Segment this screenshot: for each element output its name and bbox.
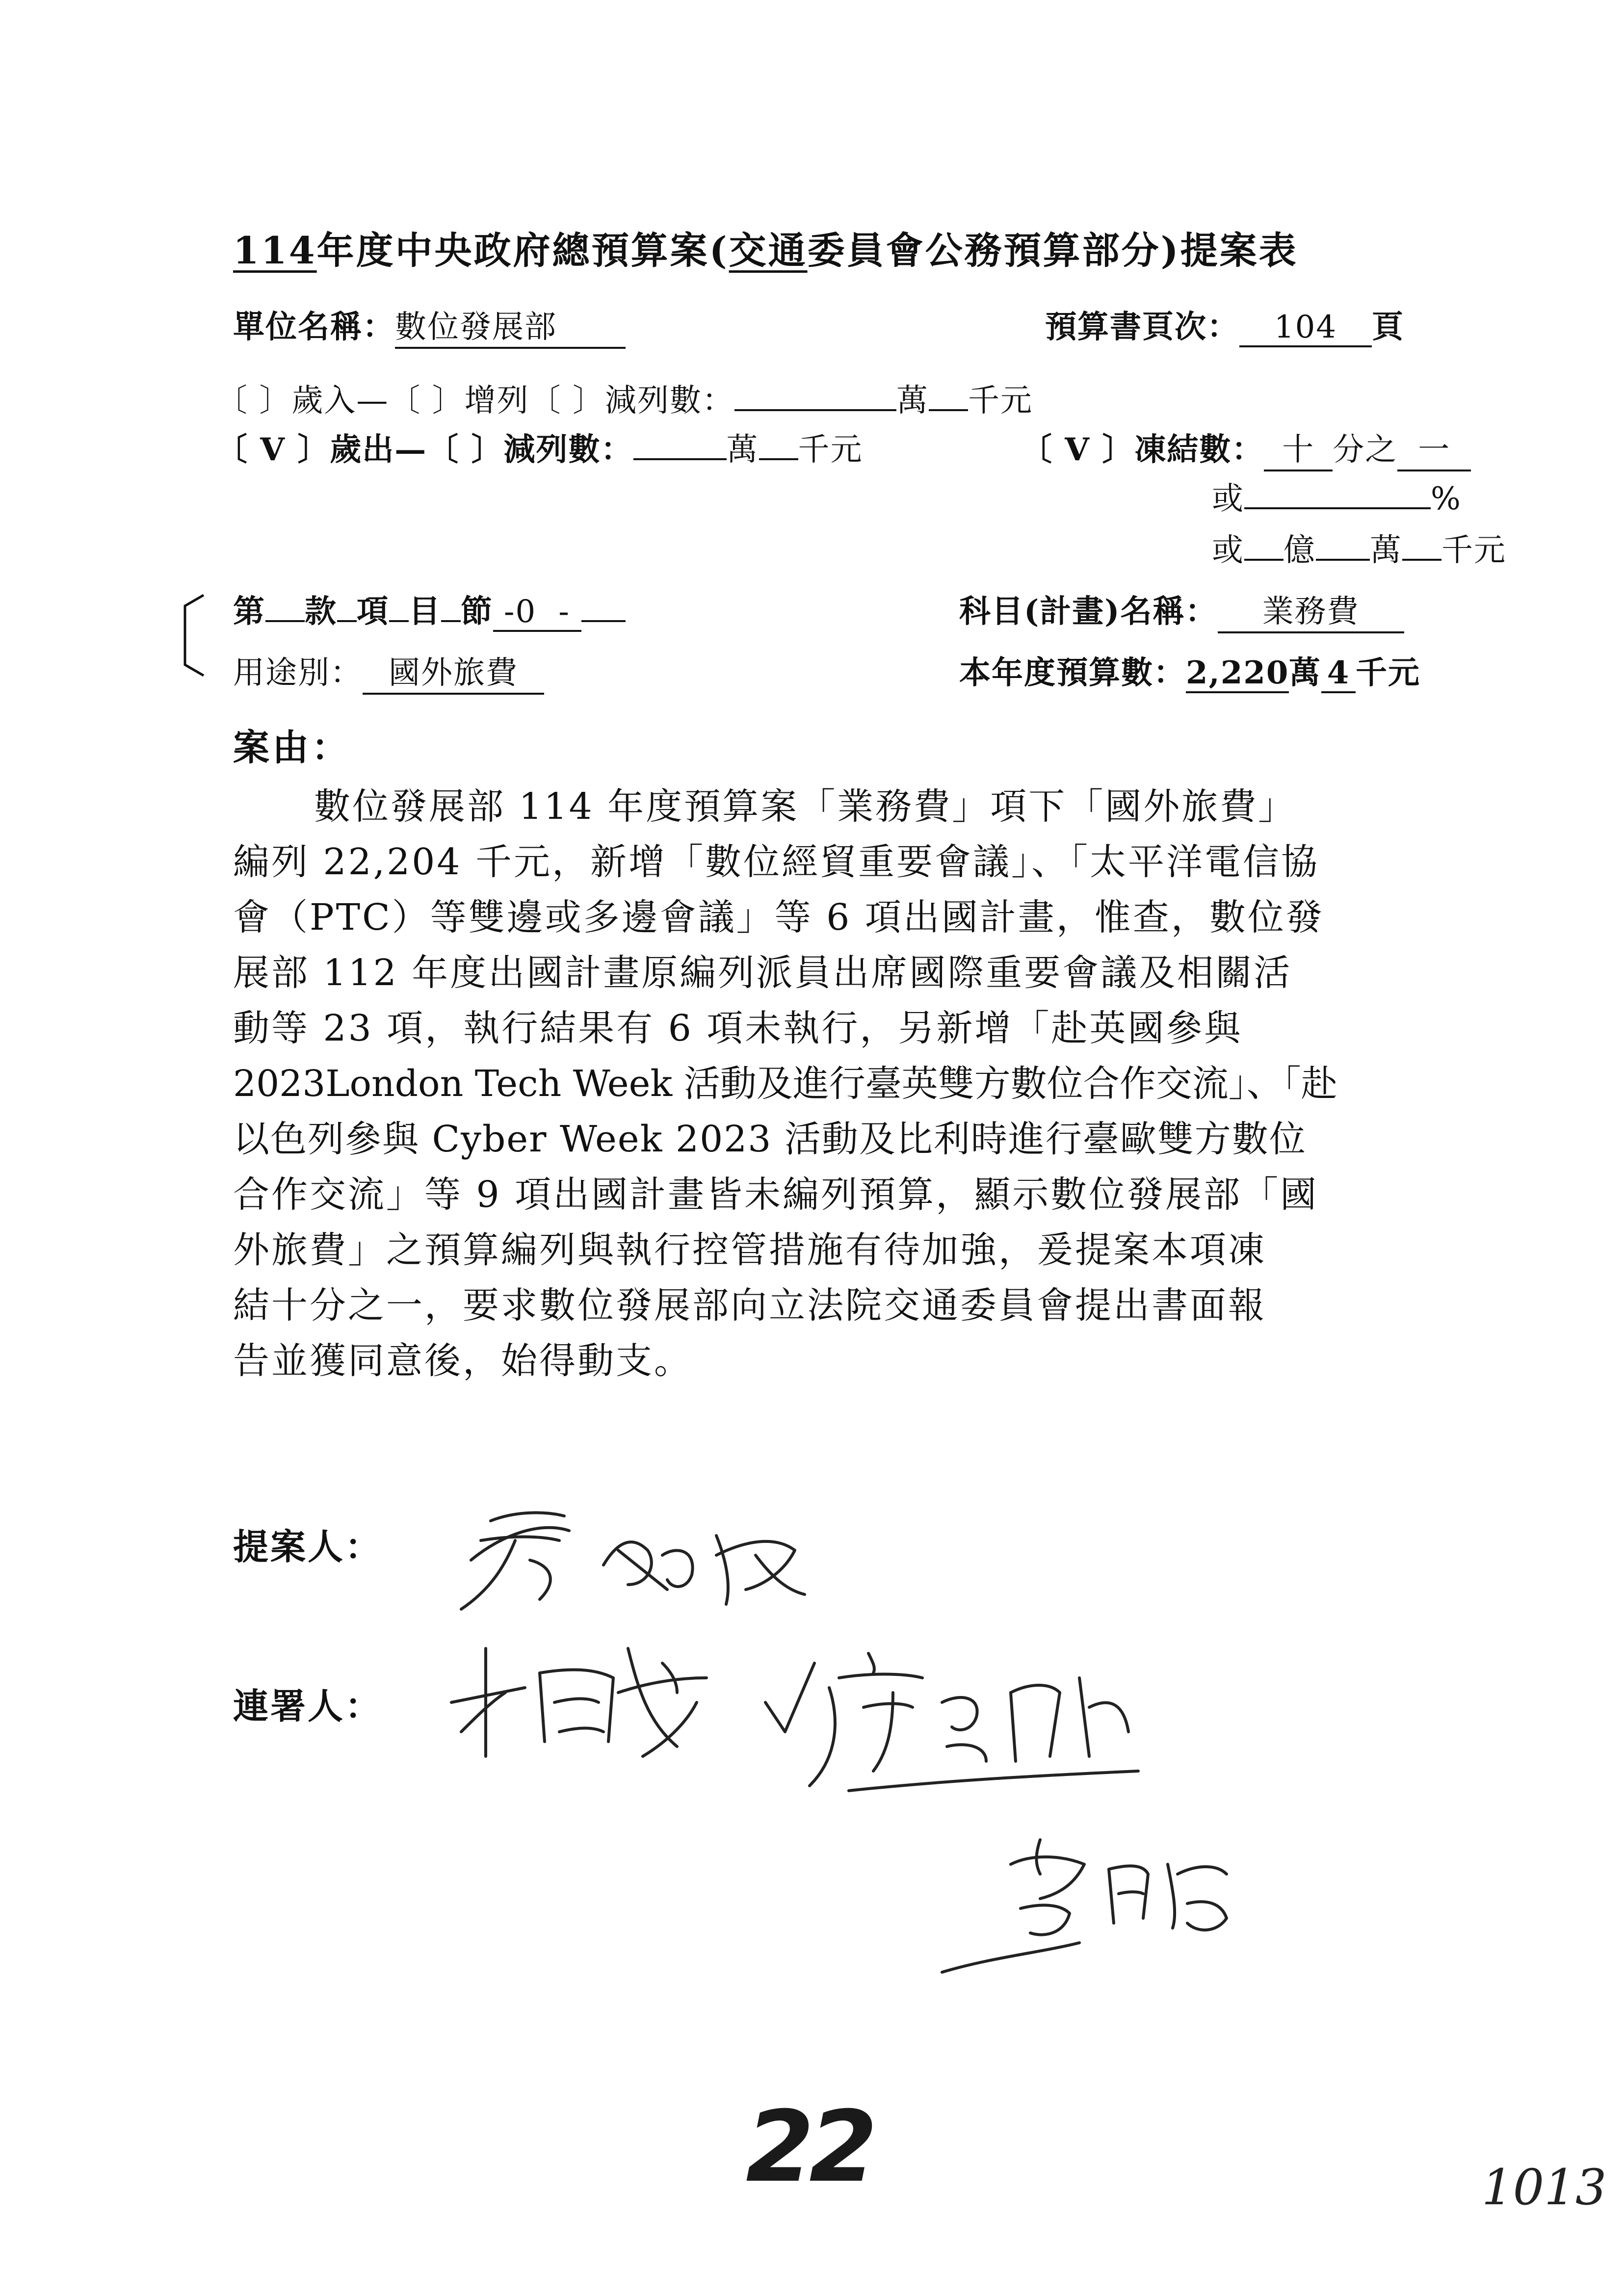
reason-line: 展部 112 年度出國計畫原編列派員出席國際重要會議及相關活 [233,952,1292,994]
revenue-qian: 千元 [968,383,1033,419]
reason-line: 編列 22,204 千元，新增「數位經貿重要會議」、「太平洋電信協 [233,841,1319,883]
cosigner-signature-1 [432,1619,736,1776]
reason-label: 案由： [233,727,351,769]
reason-line: 以色列參與 Cyber Week 2023 活動及比利時進行臺歐雙方數位 [233,1118,1307,1160]
cosigner-signature-2 [756,1634,1148,1810]
item-code: -0 [493,594,547,632]
budget-row [959,648,1420,693]
reason-line: 合作交流」等 9 項出國計畫皆未編列預算，顯示數位發展部「國 [233,1174,1319,1216]
proposer-signature [442,1491,844,1619]
subject-label: 科目(計畫)名稱： [959,593,1218,630]
item-k2: 款 [305,593,337,630]
cosigner-signature-3 [922,1810,1246,1987]
reason-line: 2023London Tech Week 活動及進行臺英雙方數位合作交流」、「赴 [233,1063,1337,1105]
revenue-wan: 萬 [896,383,929,419]
budget-qian-value: 4 [1321,654,1356,693]
page-ref-label: 預算書頁次： [1045,309,1239,345]
or-amount-row [1212,525,1506,570]
or-amount-yi: 億 [1283,532,1316,569]
revenue-row [216,375,1033,420]
title-pre: 年度中央政府總預算案( [316,229,729,272]
freeze-label: 〔 V 〕凍結數： [1021,431,1264,468]
revenue-text: 〔 〕歲入—〔 〕增列〔 〕減列數： [216,383,735,419]
page-ref-value: 104 [1239,309,1372,347]
reason-line: 外旅費」之預算編列與執行控管措施有待加強，爰提案本項凍 [233,1229,1266,1271]
or-percent-huo: 或 [1212,481,1244,517]
budget-wan: 萬 [1289,654,1321,691]
usage-row [233,648,544,695]
freeze-numerator: 十 [1264,424,1333,471]
item-xiang: 項 [357,593,389,630]
unit-row [233,302,626,349]
reason-line: 會（PTC）等雙邊或多邊會議」等 6 項出國計畫，惟查，數位發 [233,896,1324,939]
item-dash: - [547,594,581,632]
title-committee: 交通 [729,229,808,272]
page-number: 22 [746,2090,873,2204]
budget-value: 2,220 [1186,654,1289,693]
item-row [233,586,626,632]
usage-value: 國外旅費 [363,648,544,695]
expense-qian: 千元 [798,432,863,468]
page-ref-row [1045,302,1404,347]
reason-line: 數位發展部 114 年度預算案「業務費」項下「國外旅費」 [314,785,1297,828]
freeze-fen: 分之 [1333,432,1398,468]
item-bracket [174,591,213,679]
reason-line: 告並獲同意後，始得動支。 [233,1340,692,1382]
reason-line: 動等 23 項，執行結果有 6 項未執行，另新增「赴英國參與 [233,1007,1243,1049]
or-amount-qian: 千元 [1441,532,1506,569]
subject-value: 業務費 [1218,586,1404,633]
title-post: 委員會公務預算部分)提案表 [807,229,1298,272]
freeze-row [1021,424,1471,471]
title-year: 114 [233,229,317,272]
freeze-denominator: 一 [1397,424,1471,471]
proposer-label: 提案人： [233,1526,383,1567]
sheet-number: 1013 [1482,2159,1607,2216]
expense-wan: 萬 [726,432,759,468]
expense-row [216,424,863,470]
form-title [233,221,1298,274]
or-percent-row [1212,473,1462,519]
budget-qian: 千元 [1356,654,1420,691]
or-amount-huo: 或 [1212,532,1244,569]
budget-label: 本年度預算數： [959,654,1186,691]
item-jie: 節 [461,593,493,630]
item-kuan: 第 [233,593,265,630]
reason-line: 結十分之一，要求數位發展部向立法院交通委員會提出書面報 [233,1284,1266,1327]
cosigner-label: 連署人： [233,1685,383,1727]
or-percent-sign: % [1431,481,1462,517]
unit-value: 數位發展部 [395,302,626,349]
usage-label: 用途別： [233,655,363,691]
unit-label: 單位名稱： [233,309,395,345]
page-ref-suffix: 頁 [1372,309,1404,345]
subject-row [959,586,1404,633]
item-mu: 目 [409,593,441,630]
expense-text: 〔 V 〕歲出—〔 〕減列數： [216,431,633,468]
or-amount-wan: 萬 [1370,532,1402,569]
